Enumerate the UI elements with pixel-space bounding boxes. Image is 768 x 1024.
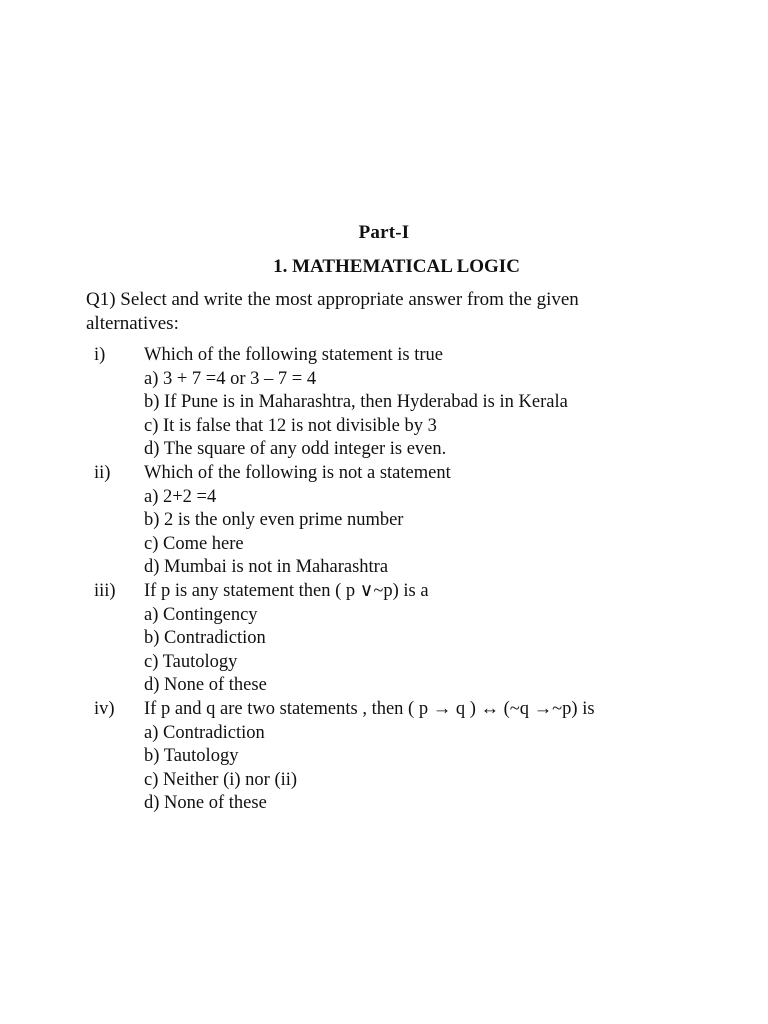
option-line [0,769,768,793]
question-list [0,344,768,816]
question-line [0,698,768,722]
question-item [0,698,768,816]
option-b: b) If Pune is in Maharashtra, then Hyderabad is in Kerala [144,392,568,413]
option-a: a) Contingency [144,604,258,625]
question-text: If p and q are two statements , then ( p → q ) ↔ (~q →~p) is [144,698,595,719]
question-line [0,344,768,368]
option-line [0,604,768,628]
question-text: Which of the following statement is true [144,345,444,365]
option-c: c) Tautology [144,651,238,672]
option-line [0,368,768,392]
option-line [0,674,768,698]
option-line [0,533,768,557]
part-title: Part-I [358,222,410,243]
option-a: a) Contradiction [144,722,265,743]
question-line [0,580,768,604]
option-d: d) None of these [144,793,267,814]
option-a: a) 3 + 7 =4 or 3 – 7 = 4 [144,368,317,389]
option-line [0,792,768,816]
question-text: Which of the following is not a statement [144,462,451,483]
option-a: a) 2+2 =4 [144,486,217,507]
option-line [0,651,768,675]
question-item [0,580,768,698]
question-text: If p is any statement then ( p ∨~p) is a [144,580,429,601]
question-item [0,462,768,580]
option-d: d) Mumbai is not in Maharashtra [144,557,389,578]
option-line [0,556,768,580]
option-c: c) Neither (i) nor (ii) [144,769,298,790]
option-b: b) Tautology [144,746,239,767]
question-number: ii) [94,462,111,483]
option-d: d) The square of any odd integer is even. [144,439,447,460]
option-line [0,722,768,746]
option-line [0,391,768,415]
question-number: i) [94,345,106,365]
option-c: c) Come here [144,533,244,554]
option-line [0,415,768,439]
option-b: b) Contradiction [144,628,266,649]
chapter-title: 1. MATHEMATICAL LOGIC [273,256,520,277]
option-c: c) It is false that 12 is not divisible by 3 [144,415,437,436]
option-line [0,627,768,651]
question-number: iv) [94,698,115,719]
option-b: b) 2 is the only even prime number [144,510,404,531]
option-d: d) None of these [144,675,267,696]
question-line [0,462,768,486]
option-line [0,509,768,533]
question-number: iii) [94,580,116,601]
question-instruction: Q1) Select and write the most appropriate answer from the given alternatives: [86,289,579,334]
option-line [0,745,768,769]
option-line [0,438,768,462]
option-line [0,486,768,510]
question-item [0,344,768,462]
